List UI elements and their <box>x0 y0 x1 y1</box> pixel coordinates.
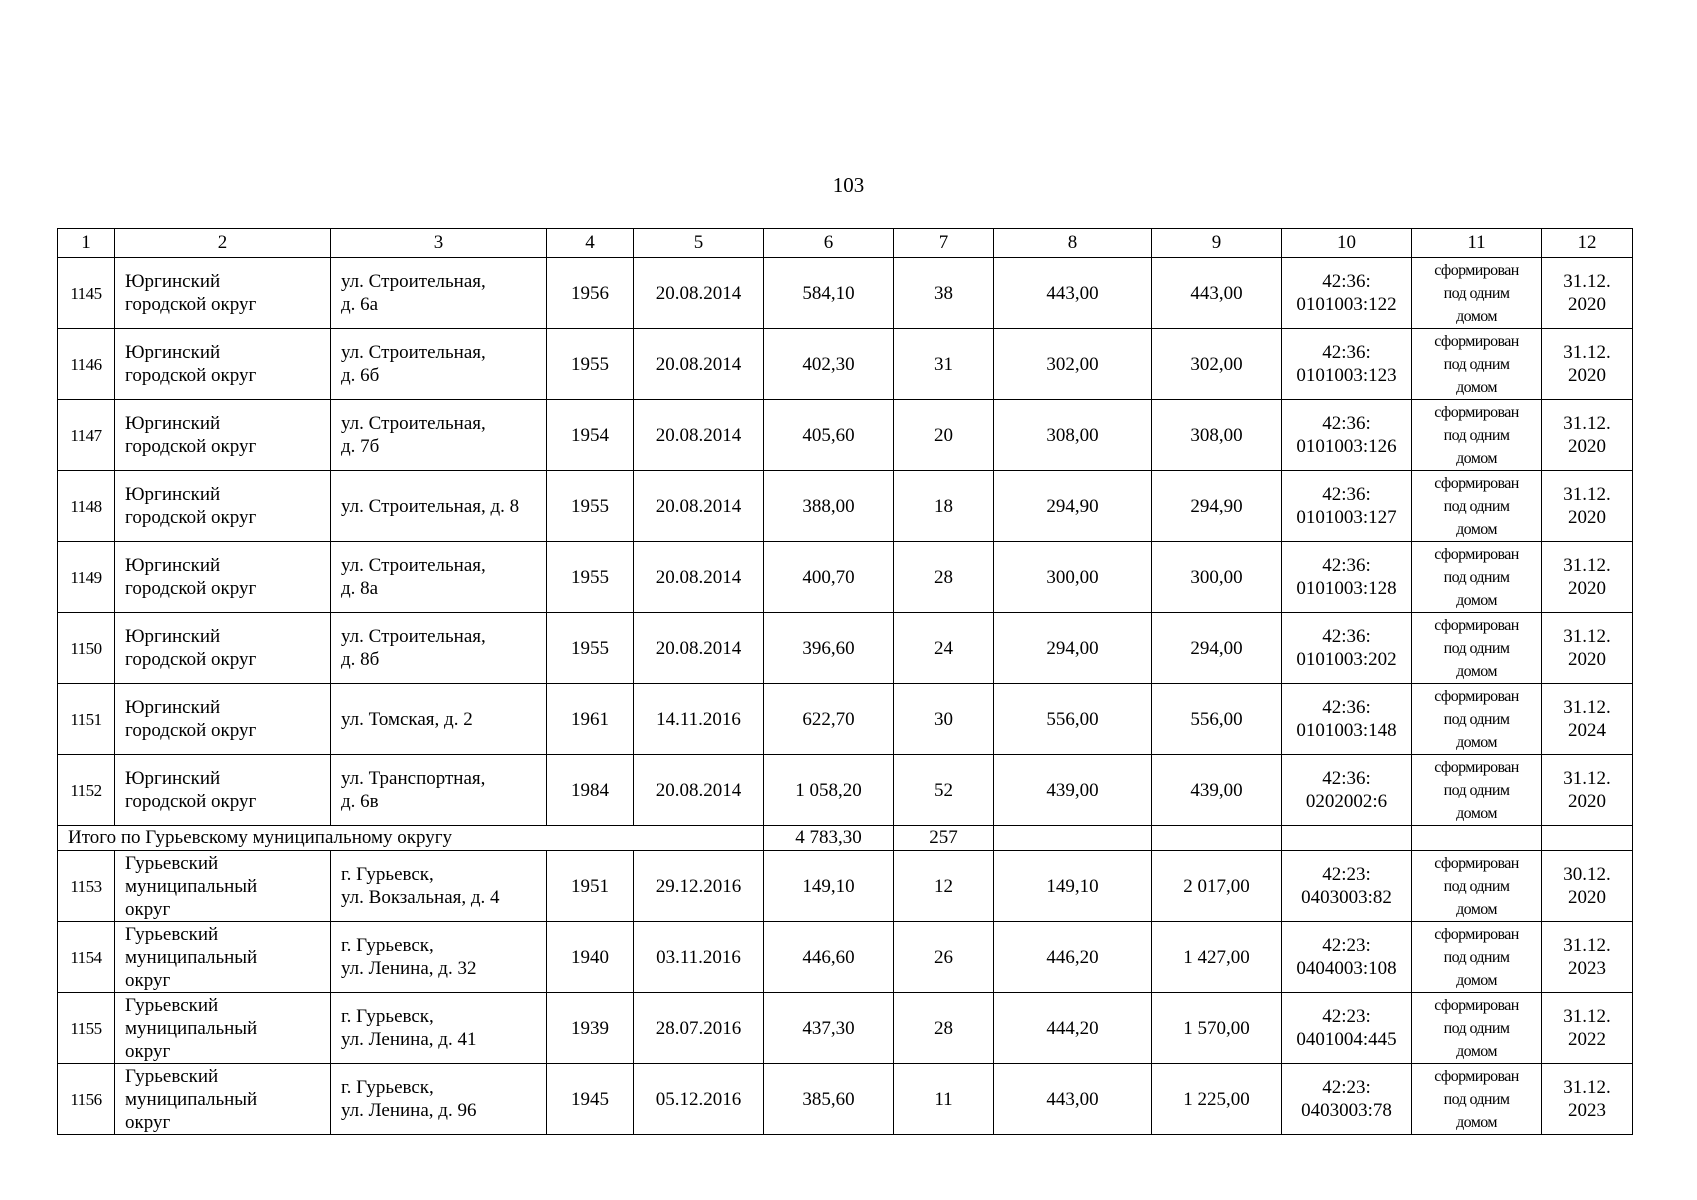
residents-cell: 30 <box>894 684 994 755</box>
cadastral-number-cell: 42:36: 0101003:123 <box>1282 329 1412 400</box>
row-number-cell: 1156 <box>58 1064 115 1135</box>
municipality-cell: Гурьевский муниципальный округ <box>115 993 331 1064</box>
table-row <box>58 1064 1633 1135</box>
land-status-cell: сформирован под одним домом <box>1412 613 1542 684</box>
date-cell: 20.08.2014 <box>634 400 764 471</box>
cadastral-number-cell: 42:23: 0403003:82 <box>1282 851 1412 922</box>
land-status-cell: сформирован под одним домом <box>1412 329 1542 400</box>
column-number-cell: 6 <box>764 229 894 258</box>
date-cell: 14.11.2016 <box>634 684 764 755</box>
deadline-cell: 30.12. 2020 <box>1542 851 1633 922</box>
area-cell: 446,60 <box>764 922 894 993</box>
land-status-cell: сформирован под одним домом <box>1412 1064 1542 1135</box>
row-number-cell: 1145 <box>58 258 115 329</box>
address-cell: ул. Транспортная, д. 6в <box>331 755 547 826</box>
area2-cell: 294,90 <box>994 471 1152 542</box>
date-cell: 20.08.2014 <box>634 755 764 826</box>
area2-cell: 149,10 <box>994 851 1152 922</box>
cadastral-number-cell: 42:36: 0101003:202 <box>1282 613 1412 684</box>
municipality-cell: Юргинский городской округ <box>115 542 331 613</box>
year-cell: 1954 <box>547 400 634 471</box>
table-row <box>58 542 1633 613</box>
year-cell: 1955 <box>547 542 634 613</box>
year-cell: 1955 <box>547 471 634 542</box>
area3-cell: 302,00 <box>1152 329 1282 400</box>
land-status-cell: сформирован под одним домом <box>1412 542 1542 613</box>
date-cell: 20.08.2014 <box>634 542 764 613</box>
area-cell: 385,60 <box>764 1064 894 1135</box>
year-cell: 1939 <box>547 993 634 1064</box>
residents-cell: 28 <box>894 993 994 1064</box>
address-cell: ул. Строительная, д. 6б <box>331 329 547 400</box>
residents-cell: 38 <box>894 258 994 329</box>
municipality-cell: Юргинский городской округ <box>115 400 331 471</box>
page-number: 103 <box>832 173 865 197</box>
total-area: 4 783,30 <box>764 826 894 851</box>
table-row <box>58 329 1633 400</box>
municipality-cell: Гурьевский муниципальный округ <box>115 851 331 922</box>
land-status-cell: сформирован под одним домом <box>1412 258 1542 329</box>
municipality-cell: Гурьевский муниципальный округ <box>115 922 331 993</box>
area3-cell: 439,00 <box>1152 755 1282 826</box>
municipality-cell: Юргинский городской округ <box>115 329 331 400</box>
table-row <box>58 400 1633 471</box>
table-row <box>58 258 1633 329</box>
address-cell: г. Гурьевск, ул. Ленина, д. 41 <box>331 993 547 1064</box>
table-row <box>58 922 1633 993</box>
residents-cell: 26 <box>894 922 994 993</box>
year-cell: 1956 <box>547 258 634 329</box>
area2-cell: 446,20 <box>994 922 1152 993</box>
residents-cell: 31 <box>894 329 994 400</box>
cadastral-number-cell: 42:36: 0202002:6 <box>1282 755 1412 826</box>
residents-cell: 52 <box>894 755 994 826</box>
total-label: Итого по Гурьевскому муниципальному округу <box>58 826 764 851</box>
year-cell: 1951 <box>547 851 634 922</box>
date-cell: 29.12.2016 <box>634 851 764 922</box>
date-cell: 20.08.2014 <box>634 329 764 400</box>
residents-cell: 18 <box>894 471 994 542</box>
residents-cell: 20 <box>894 400 994 471</box>
column-number-cell: 1 <box>58 229 115 258</box>
deadline-cell: 31.12. 2024 <box>1542 684 1633 755</box>
row-number-cell: 1152 <box>58 755 115 826</box>
cadastral-number-cell: 42:36: 0101003:128 <box>1282 542 1412 613</box>
area3-cell: 443,00 <box>1152 258 1282 329</box>
column-number-cell: 5 <box>634 229 764 258</box>
column-number-cell: 8 <box>994 229 1152 258</box>
table-row <box>58 755 1633 826</box>
cadastral-number-cell: 42:36: 0101003:148 <box>1282 684 1412 755</box>
table-row <box>58 993 1633 1064</box>
land-status-cell: сформирован под одним домом <box>1412 755 1542 826</box>
address-cell: г. Гурьевск, ул. Ленина, д. 96 <box>331 1064 547 1135</box>
municipality-cell: Юргинский городской округ <box>115 684 331 755</box>
deadline-cell: 31.12. 2020 <box>1542 613 1633 684</box>
column-number-cell: 11 <box>1412 229 1542 258</box>
municipality-cell: Юргинский городской округ <box>115 613 331 684</box>
residents-cell: 28 <box>894 542 994 613</box>
row-number-cell: 1154 <box>58 922 115 993</box>
area-cell: 388,00 <box>764 471 894 542</box>
area3-cell: 300,00 <box>1152 542 1282 613</box>
land-status-cell: сформирован под одним домом <box>1412 471 1542 542</box>
land-status-cell: сформирован под одним домом <box>1412 400 1542 471</box>
deadline-cell: 31.12. 2023 <box>1542 1064 1633 1135</box>
municipality-cell: Юргинский городской округ <box>115 258 331 329</box>
year-cell: 1940 <box>547 922 634 993</box>
area-cell: 396,60 <box>764 613 894 684</box>
column-number-cell: 4 <box>547 229 634 258</box>
land-status-cell: сформирован под одним домом <box>1412 851 1542 922</box>
area2-cell: 308,00 <box>994 400 1152 471</box>
area-cell: 405,60 <box>764 400 894 471</box>
column-number-cell: 7 <box>894 229 994 258</box>
address-cell: ул. Строительная, д. 8 <box>331 471 547 542</box>
cadastral-number-cell: 42:36: 0101003:127 <box>1282 471 1412 542</box>
total-empty-cell <box>1542 826 1633 851</box>
deadline-cell: 31.12. 2020 <box>1542 400 1633 471</box>
total-empty-cell <box>1152 826 1282 851</box>
address-cell: г. Гурьевск, ул. Ленина, д. 32 <box>331 922 547 993</box>
area-cell: 622,70 <box>764 684 894 755</box>
table-row <box>58 471 1633 542</box>
cadastral-number-cell: 42:23: 0403003:78 <box>1282 1064 1412 1135</box>
area2-cell: 556,00 <box>994 684 1152 755</box>
table-row <box>58 851 1633 922</box>
deadline-cell: 31.12. 2023 <box>1542 922 1633 993</box>
row-number-cell: 1153 <box>58 851 115 922</box>
deadline-cell: 31.12. 2020 <box>1542 258 1633 329</box>
date-cell: 20.08.2014 <box>634 471 764 542</box>
date-cell: 20.08.2014 <box>634 258 764 329</box>
residents-cell: 11 <box>894 1064 994 1135</box>
residents-cell: 12 <box>894 851 994 922</box>
column-number-cell: 12 <box>1542 229 1633 258</box>
year-cell: 1961 <box>547 684 634 755</box>
row-number-cell: 1147 <box>58 400 115 471</box>
area2-cell: 302,00 <box>994 329 1152 400</box>
total-empty-cell <box>994 826 1152 851</box>
column-number-cell: 2 <box>115 229 331 258</box>
area2-cell: 439,00 <box>994 755 1152 826</box>
cadastral-number-cell: 42:36: 0101003:122 <box>1282 258 1412 329</box>
total-row <box>58 826 1633 851</box>
area2-cell: 443,00 <box>994 258 1152 329</box>
column-number-cell: 10 <box>1282 229 1412 258</box>
cadastral-number-cell: 42:23: 0404003:108 <box>1282 922 1412 993</box>
area3-cell: 294,90 <box>1152 471 1282 542</box>
total-empty-cell <box>1412 826 1542 851</box>
table-row <box>58 613 1633 684</box>
housing-registry-table <box>57 228 1633 1135</box>
cadastral-number-cell: 42:36: 0101003:126 <box>1282 400 1412 471</box>
deadline-cell: 31.12. 2020 <box>1542 542 1633 613</box>
column-number-cell: 3 <box>331 229 547 258</box>
total-residents: 257 <box>894 826 994 851</box>
cadastral-number-cell: 42:23: 0401004:445 <box>1282 993 1412 1064</box>
date-cell: 20.08.2014 <box>634 613 764 684</box>
total-empty-cell <box>1282 826 1412 851</box>
deadline-cell: 31.12. 2020 <box>1542 755 1633 826</box>
area-cell: 149,10 <box>764 851 894 922</box>
land-status-cell: сформирован под одним домом <box>1412 922 1542 993</box>
table-row <box>58 684 1633 755</box>
column-number-cell: 9 <box>1152 229 1282 258</box>
year-cell: 1955 <box>547 613 634 684</box>
address-cell: ул. Томская, д. 2 <box>331 684 547 755</box>
land-status-cell: сформирован под одним домом <box>1412 684 1542 755</box>
area-cell: 400,70 <box>764 542 894 613</box>
area2-cell: 294,00 <box>994 613 1152 684</box>
column-number-row <box>58 229 1633 258</box>
area3-cell: 2 017,00 <box>1152 851 1282 922</box>
area2-cell: 443,00 <box>994 1064 1152 1135</box>
address-cell: ул. Строительная, д. 8б <box>331 613 547 684</box>
deadline-cell: 31.12. 2022 <box>1542 993 1633 1064</box>
municipality-cell: Гурьевский муниципальный округ <box>115 1064 331 1135</box>
area3-cell: 1 225,00 <box>1152 1064 1282 1135</box>
row-number-cell: 1155 <box>58 993 115 1064</box>
row-number-cell: 1149 <box>58 542 115 613</box>
row-number-cell: 1146 <box>58 329 115 400</box>
area2-cell: 444,20 <box>994 993 1152 1064</box>
land-status-cell: сформирован под одним домом <box>1412 993 1542 1064</box>
residents-cell: 24 <box>894 613 994 684</box>
area-cell: 1 058,20 <box>764 755 894 826</box>
area-cell: 402,30 <box>764 329 894 400</box>
date-cell: 28.07.2016 <box>634 993 764 1064</box>
area3-cell: 1 570,00 <box>1152 993 1282 1064</box>
deadline-cell: 31.12. 2020 <box>1542 471 1633 542</box>
date-cell: 03.11.2016 <box>634 922 764 993</box>
year-cell: 1984 <box>547 755 634 826</box>
address-cell: ул. Строительная, д. 8а <box>331 542 547 613</box>
municipality-cell: Юргинский городской округ <box>115 471 331 542</box>
area3-cell: 556,00 <box>1152 684 1282 755</box>
deadline-cell: 31.12. 2020 <box>1542 329 1633 400</box>
area-cell: 437,30 <box>764 993 894 1064</box>
area3-cell: 308,00 <box>1152 400 1282 471</box>
area-cell: 584,10 <box>764 258 894 329</box>
row-number-cell: 1151 <box>58 684 115 755</box>
municipality-cell: Юргинский городской округ <box>115 755 331 826</box>
year-cell: 1945 <box>547 1064 634 1135</box>
date-cell: 05.12.2016 <box>634 1064 764 1135</box>
address-cell: г. Гурьевск, ул. Вокзальная, д. 4 <box>331 851 547 922</box>
row-number-cell: 1148 <box>58 471 115 542</box>
area3-cell: 1 427,00 <box>1152 922 1282 993</box>
address-cell: ул. Строительная, д. 7б <box>331 400 547 471</box>
year-cell: 1955 <box>547 329 634 400</box>
area3-cell: 294,00 <box>1152 613 1282 684</box>
area2-cell: 300,00 <box>994 542 1152 613</box>
address-cell: ул. Строительная, д. 6а <box>331 258 547 329</box>
row-number-cell: 1150 <box>58 613 115 684</box>
